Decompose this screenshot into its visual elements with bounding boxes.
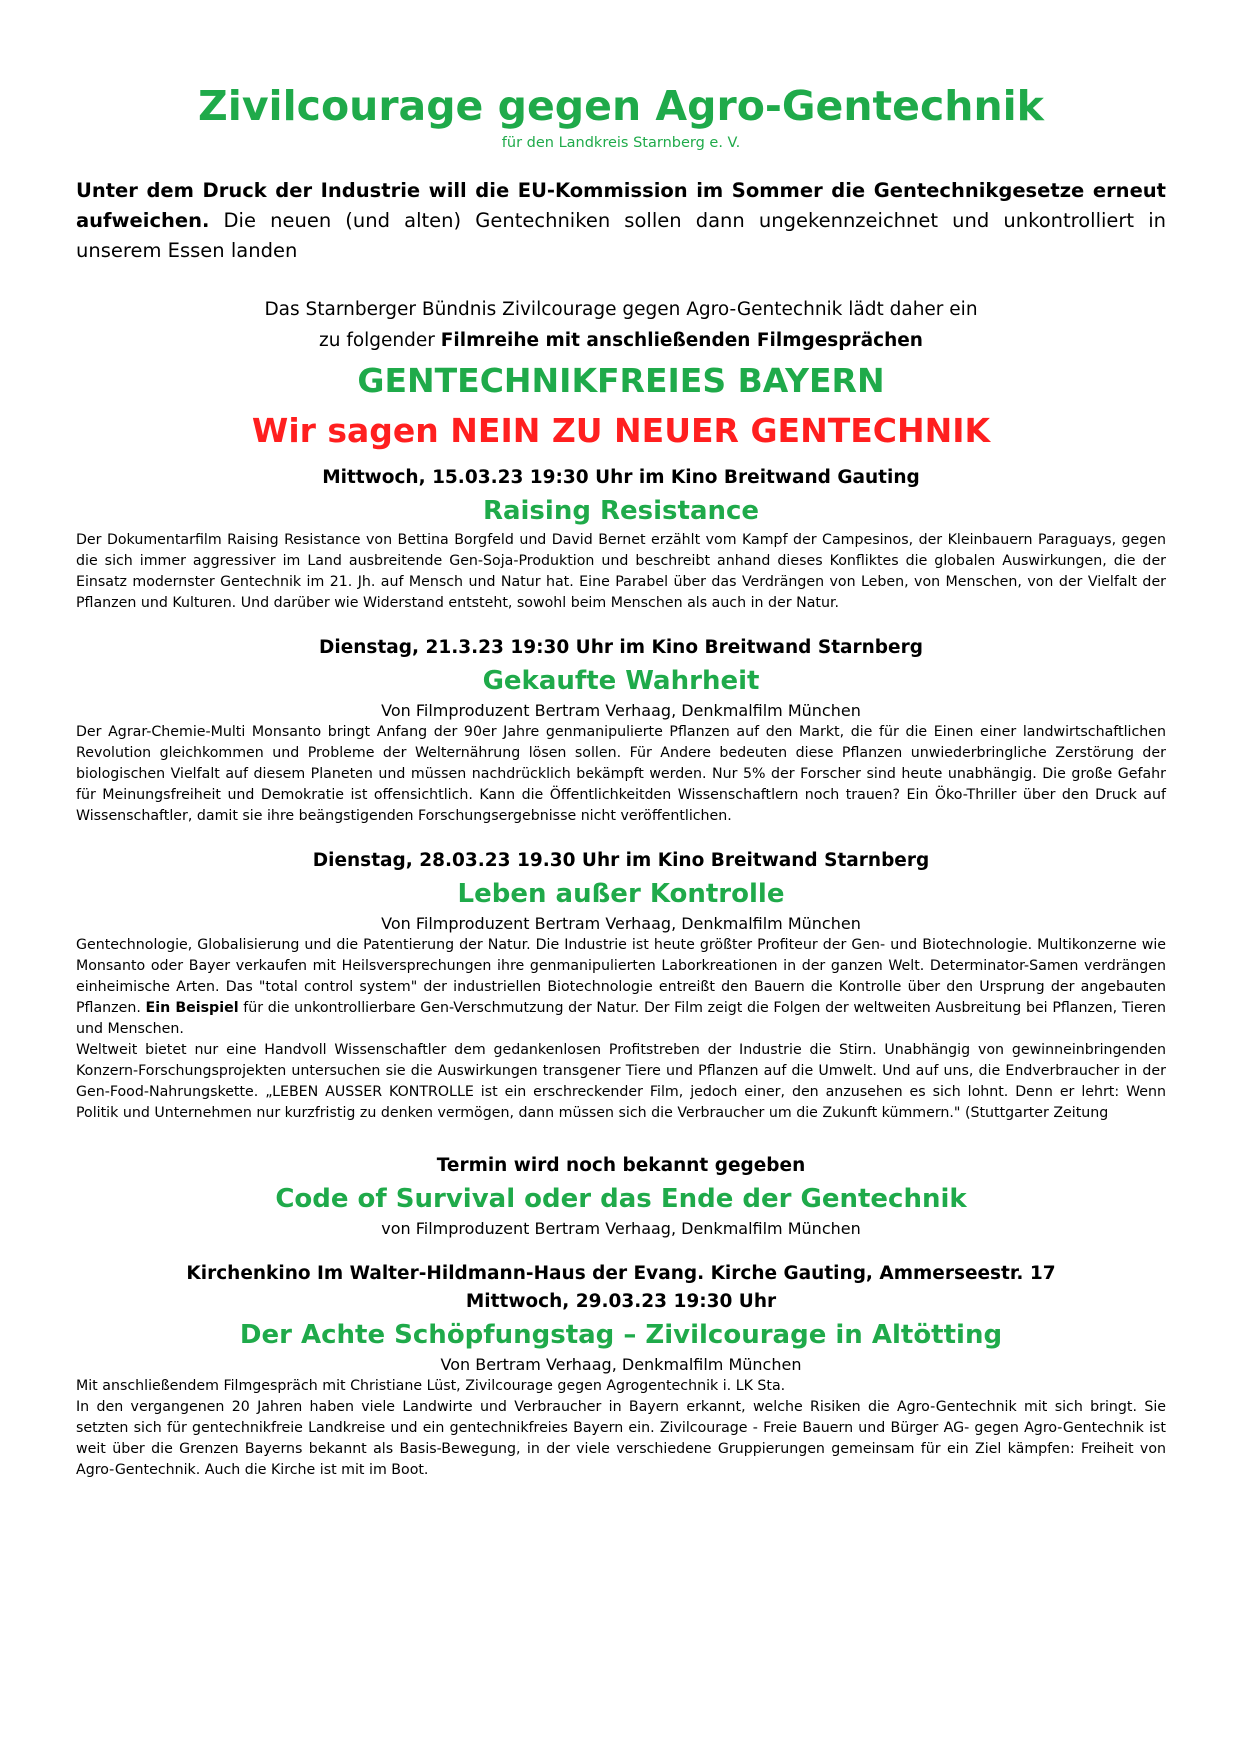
invite-line-2 bbox=[76, 325, 1166, 356]
event-2-credit: Von Filmproduzent Bertram Verhaag, Denkmalfilm München bbox=[381, 701, 861, 720]
event-4 bbox=[76, 1152, 1166, 1240]
event-3-date: Dienstag, 28.03.23 19.30 Uhr im Kino Breitwand Starnberg bbox=[312, 850, 930, 871]
event-3-description-2: Weltweit bietet nur eine Handvoll Wissenschaftler dem gedankenlosen Profitstreben der Industrie die Stirn. Unabhängig von gewinneinbringenden Konzern-Forschungsprojekten untersuchen sie die Auswirkungen transgener Tiere und Pflanzen auf die Umwelt. Und auf uns, die Endverbraucher in der Gen-Food-Nahrungskette. „LEBEN AUSSER KONTROLLE ist ein erschreckender Film, jedoch einer, den anzusehen es sich lohnt. Denn er lehrt: Wenn Politik und Unternehmen nur kurzfristig zu denken vermögen, dann müssen sich die Verbraucher um die Zukunft kümmern." (Stuttgarter Zeitung bbox=[76, 1042, 1166, 1121]
slogan-green: GENTECHNIKFREIES BAYERN bbox=[357, 361, 885, 400]
event-2 bbox=[76, 634, 1166, 827]
event-3-desc-a: Gentechnologie, Globalisierung und die Patentierung der Natur. Die Industrie ist heute größter Profiteur der Gen- und Biotechnologie. Multikonzerne wie Monsanto oder Bayer verkaufen mit Heilsversprechungen ihre genmanipulierten Laborkreationen in der ganzen Welt. Determinator-Samen verdrängen einheimische Arten. Das "total control system" der industriellen Biotechnologie entreißt den Bauern die Kontrolle über den Ursprung der angebauten Pflanzen. bbox=[76, 937, 1166, 1016]
intro-rest: Die neuen (und alten) Gentechniken sollen dann ungekennzeichnet und unkontrolliert in unserem Essen landen bbox=[76, 209, 1166, 262]
event-2-title: Gekaufte Wahrheit bbox=[482, 666, 760, 696]
event-5-date: Mittwoch, 29.03.23 19:30 Uhr bbox=[465, 1291, 777, 1312]
page-subtitle: für den Landkreis Starnberg e. V. bbox=[501, 135, 741, 151]
invite-line-2-prefix: zu folgender bbox=[319, 330, 441, 351]
event-5-title: Der Achte Schöpfungstag – Zivilcourage in Altötting bbox=[239, 1320, 1003, 1350]
event-4-credit: von Filmproduzent Bertram Verhaag, Denkmalfilm München bbox=[381, 1219, 861, 1238]
intro-bold: Unter dem Druck der Industrie will die EU-Kommission im Sommer die Gentechnikgesetze erneut aufweichen. bbox=[76, 179, 1166, 232]
event-1-title: Raising Resistance bbox=[482, 496, 760, 526]
intro-paragraph bbox=[76, 176, 1166, 266]
page-title: Zivilcourage gegen Agro-Gentechnik bbox=[198, 82, 1044, 130]
event-1-description: Der Dokumentarfilm Raising Resistance von Bettina Borgfeld und David Bernet erzählt vom Kampf der Campesinos, der Kleinbauern Paraguays, gegen die sich immer aggressiver im Land ausbreitende Gen-Soja-Produktion und beschreibt anhand dieses Konfliktes die globalen Auswirkungen, die der Einsatz modernster Gentechnik im 21. Jh. auf Mensch und Natur hat. Eine Parabel über das Verdrängen von Leben, von Menschen, von der Vielfalt der Pflanzen und Kulturen. Und darüber wie Widerstand entsteht, sowohl beim Menschen als auch in der Natur. bbox=[76, 532, 1166, 611]
event-2-description: Der Agrar-Chemie-Multi Monsanto bringt Anfang der 90er Jahre genmanipulierte Pflanzen auf den Markt, die für die Einen einer landwirtschaftlichen Revolution gleichkommen und Probleme der Welternährung lösen sollen. Für Andere bedeuten diese Pflanzen unwiederbringliche Zerstörung der biologischen Vielfalt auf diesem Planeten und müssen nachdrücklich bekämpft werden. Nur 5% der Forscher sind heute unabhängig. Die große Gefahr für Meinungsfreiheit und Demokratie ist offensichtlich. Kann die Öffentlichkeitden Wissenschaftlern noch trauen? Ein Öko-Thriller über den Druck auf Wissenschaftler, damit sie ihre beängstigenden Forschungsergebnisse nicht veröffentlichen. bbox=[76, 724, 1166, 824]
invite-line-1: Das Starnberger Bündnis Zivilcourage gegen Agro-Gentechnik lädt daher ein bbox=[264, 299, 978, 320]
event-5-note: Mit anschließendem Filmgespräch mit Christiane Lüst, Zivilcourage gegen Agrogentechnik i. LK Sta. bbox=[76, 1378, 786, 1394]
slogan-red: Wir sagen NEIN ZU NEUER GENTECHNIK bbox=[251, 411, 991, 450]
event-3-credit: Von Filmproduzent Bertram Verhaag, Denkmalfilm München bbox=[381, 914, 861, 933]
document-content bbox=[76, 80, 1166, 1481]
event-2-date: Dienstag, 21.3.23 19:30 Uhr im Kino Breitwand Starnberg bbox=[319, 637, 923, 658]
event-3-title: Leben außer Kontrolle bbox=[457, 879, 785, 909]
event-3 bbox=[76, 847, 1166, 1124]
event-5-credit: Von Bertram Verhaag, Denkmalfilm München bbox=[440, 1355, 802, 1374]
event-4-title: Code of Survival oder das Ende der Gentechnik bbox=[275, 1184, 967, 1214]
event-1 bbox=[76, 464, 1166, 614]
event-5 bbox=[76, 1260, 1166, 1481]
invite-line-2-bold: Filmreihe mit anschließenden Filmgesprächen bbox=[440, 330, 923, 351]
event-3-description-1 bbox=[76, 935, 1166, 1040]
event-5-location: Kirchenkino Im Walter-Hildmann-Haus der Evang. Kirche Gauting, Ammerseestr. 17 bbox=[186, 1263, 1056, 1284]
event-1-date: Mittwoch, 15.03.23 19:30 Uhr im Kino Breitwand Gauting bbox=[322, 467, 920, 488]
event-3-desc-b: für die unkontrollierbare Gen-Verschmutzung der Natur. Der Film zeigt die Folgen der weltweiten Ausbreitung bei Pflanzen, Tieren und Menschen. bbox=[76, 1000, 1166, 1037]
event-5-description: In den vergangenen 20 Jahren haben viele Landwirte und Verbraucher in Bayern erkannt, welche Risiken die Agro-Gentechnik mit sich bringt. Sie setzten sich für gentechnikfreie Landkreise und ein gentechnikfreies Bayern ein. Zivilcourage - Freie Bauern und Bürger AG- gegen Agro-Gentechnik ist weit über die Grenzen Bayerns bekannt als Basis-Bewegung, in der viele verschiedene Gruppierungen gemeinsam für ein Ziel kämpfen: Freiheit von Agro-Gentechnik. Auch die Kirche ist mit im Boot. bbox=[76, 1399, 1166, 1478]
event-4-date: Termin wird noch bekannt gegeben bbox=[436, 1155, 806, 1176]
event-3-desc-bold: Ein Beispiel bbox=[145, 1000, 239, 1016]
